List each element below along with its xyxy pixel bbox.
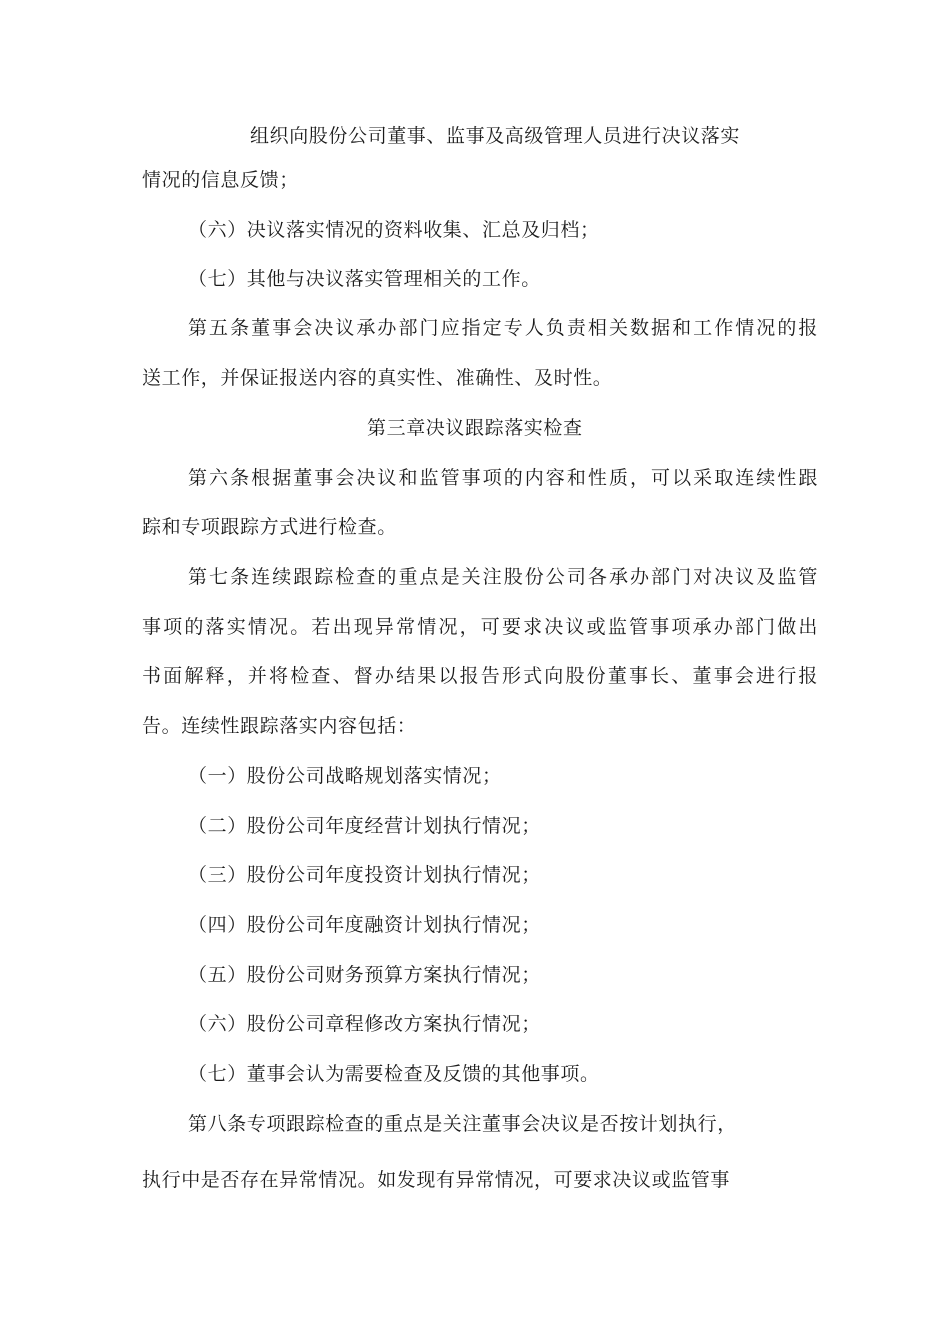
- paragraph-line: 组织向股份公司董事、监事及高级管理人员进行决议落实: [250, 125, 741, 147]
- list-item: （五）股份公司财务预算方案执行情况；: [188, 964, 541, 986]
- list-item: （二）股份公司年度经营计划执行情况；: [188, 815, 541, 837]
- paragraph-line: 书面解释，并将检查、督办结果以报告形式向股份董事长、董事会进行报: [142, 665, 818, 687]
- paragraph-line: 踪和专项跟踪方式进行检查。: [142, 516, 397, 538]
- paragraph-line: 告。连续性跟踪落实内容包括：: [142, 715, 417, 737]
- paragraph-line: 事项的落实情况。若出现异常情况，可要求决议或监管事项承办部门做出: [142, 616, 818, 638]
- list-item: （六）股份公司章程修改方案执行情况；: [188, 1013, 541, 1035]
- paragraph-line: 情况的信息反馈；: [142, 169, 299, 191]
- paragraph-line: 送工作，并保证报送内容的真实性、准确性、及时性。: [142, 367, 613, 389]
- list-item: （七）其他与决议落实管理相关的工作。: [188, 268, 541, 290]
- list-item: （七）董事会认为需要检查及反馈的其他事项。: [188, 1063, 600, 1085]
- article-6-line: 第六条根据董事会决议和监管事项的内容和性质，可以采取连续性跟: [188, 467, 818, 489]
- list-item: （一）股份公司战略规划落实情况；: [188, 765, 502, 787]
- list-item: （四）股份公司年度融资计划执行情况；: [188, 914, 541, 936]
- chapter-heading: 第三章决议跟踪落实检查: [367, 417, 583, 439]
- article-7-line: 第七条连续跟踪检查的重点是关注股份公司各承办部门对决议及监管: [188, 566, 818, 588]
- paragraph-line: 执行中是否存在异常情况。如发现有异常情况，可要求决议或监管事: [142, 1169, 731, 1191]
- article-8-line: 第八条专项跟踪检查的重点是关注董事会决议是否按计划执行，: [188, 1113, 737, 1135]
- list-item: （三）股份公司年度投资计划执行情况；: [188, 864, 541, 886]
- article-5-line: 第五条董事会决议承办部门应指定专人负责相关数据和工作情况的报: [188, 317, 818, 339]
- list-item: （六）决议落实情况的资料收集、汇总及归档；: [188, 219, 600, 241]
